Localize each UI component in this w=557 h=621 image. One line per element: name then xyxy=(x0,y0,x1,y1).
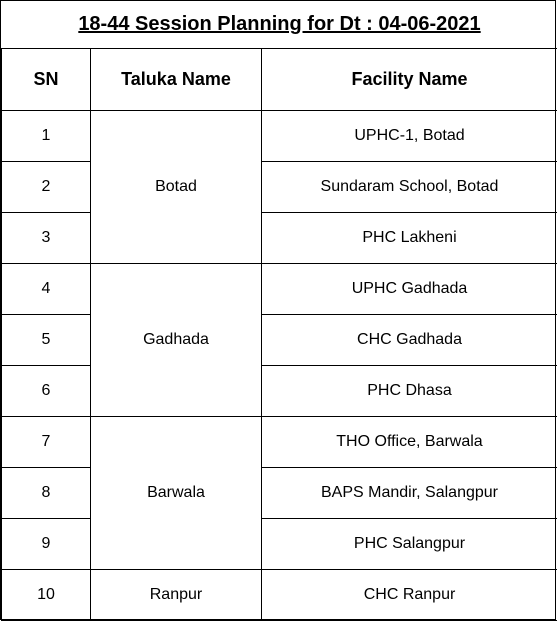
table-row xyxy=(2,315,557,366)
cell-facility: PHC Salangpur xyxy=(262,519,557,570)
table-row xyxy=(2,417,557,468)
table-title: 18-44 Session Planning for Dt : 04-06-2021 xyxy=(78,13,481,35)
table-row xyxy=(2,366,557,417)
cell-facility: CHC Gadhada xyxy=(262,315,557,366)
cell-facility: UPHC-1, Botad xyxy=(262,111,557,162)
table-row xyxy=(2,162,557,213)
session-planning-table xyxy=(1,1,557,621)
table-row xyxy=(2,111,557,162)
cell-facility: UPHC Gadhada xyxy=(262,264,557,315)
table-row xyxy=(2,468,557,519)
cell-sn: 10 xyxy=(2,570,91,621)
table-title-cell xyxy=(2,1,557,49)
table-row xyxy=(2,264,557,315)
cell-facility: PHC Lakheni xyxy=(262,213,557,264)
cell-sn: 8 xyxy=(2,468,91,519)
table-row xyxy=(2,519,557,570)
cell-taluka-botad: Botad xyxy=(91,111,262,264)
cell-taluka-barwala: Barwala xyxy=(91,417,262,570)
cell-sn: 1 xyxy=(2,111,91,162)
cell-facility: CHC Ranpur xyxy=(262,570,557,621)
cell-sn: 4 xyxy=(2,264,91,315)
cell-sn: 2 xyxy=(2,162,91,213)
cell-facility: PHC Dhasa xyxy=(262,366,557,417)
header-sn: SN xyxy=(2,49,91,111)
cell-sn: 9 xyxy=(2,519,91,570)
cell-facility: BAPS Mandir, Salangpur xyxy=(262,468,557,519)
cell-sn: 5 xyxy=(2,315,91,366)
cell-sn: 6 xyxy=(2,366,91,417)
table-row xyxy=(2,213,557,264)
header-taluka-name: Taluka Name xyxy=(91,49,262,111)
header-facility-name: Facility Name xyxy=(262,49,557,111)
table-row xyxy=(2,570,557,621)
cell-taluka-ranpur: Ranpur xyxy=(91,570,262,621)
cell-facility: THO Office, Barwala xyxy=(262,417,557,468)
cell-facility: Sundaram School, Botad xyxy=(262,162,557,213)
cell-sn: 3 xyxy=(2,213,91,264)
cell-sn: 7 xyxy=(2,417,91,468)
cell-taluka-gadhada: Gadhada xyxy=(91,264,262,417)
